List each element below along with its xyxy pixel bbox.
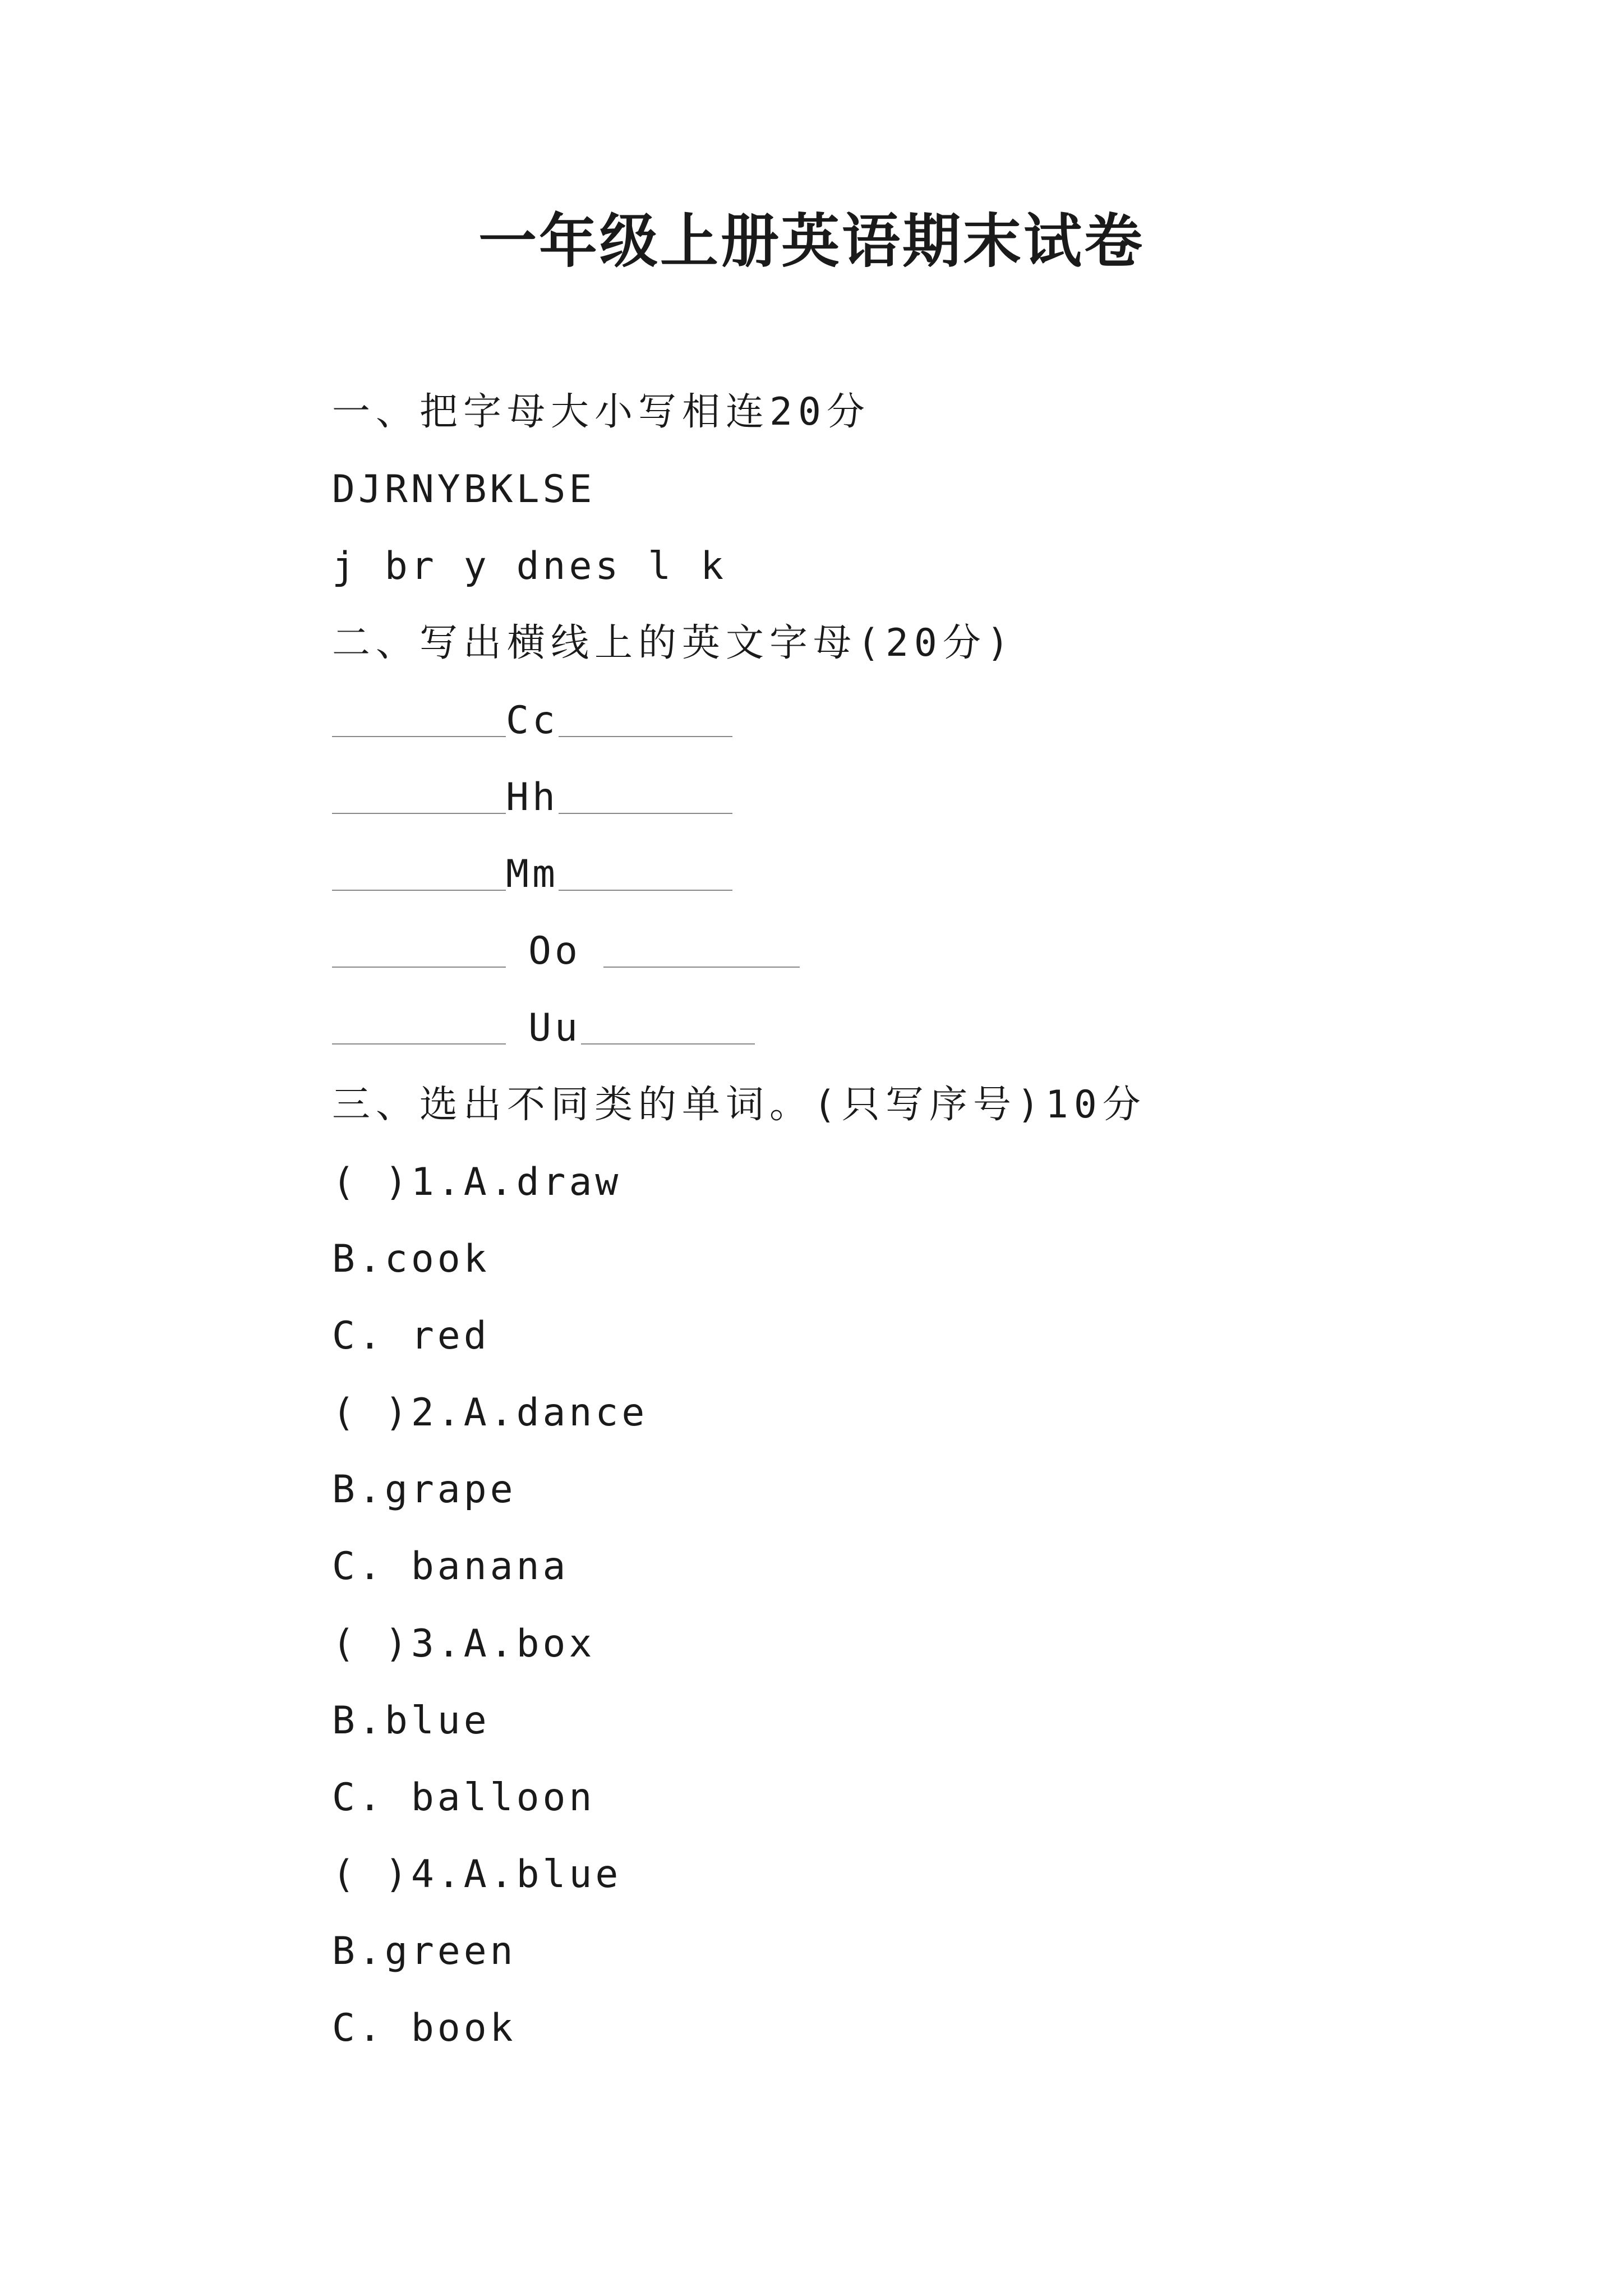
answer-blank-left[interactable] bbox=[332, 844, 506, 891]
option-c: C. book bbox=[332, 2006, 517, 2050]
letter-pair: Oo bbox=[528, 929, 581, 973]
question-3: ( )3.A.box bbox=[332, 1622, 596, 1666]
letter-row-5 bbox=[332, 997, 755, 1059]
option-c: C. red bbox=[332, 1314, 490, 1358]
letter-pair: Mm bbox=[506, 852, 559, 896]
section2-heading: 二、写出横线上的英文字母(20分) bbox=[332, 621, 1015, 665]
letter-pair: Hh bbox=[506, 775, 559, 820]
answer-blank-left[interactable] bbox=[332, 690, 506, 737]
answer-blank-right[interactable] bbox=[559, 844, 732, 891]
option-b: B.cook bbox=[332, 1237, 490, 1281]
lowercase-letters: j br y dnes l k bbox=[332, 544, 727, 588]
letter-pair: Cc bbox=[506, 698, 559, 743]
option-c: C. banana bbox=[332, 1544, 569, 1589]
letter-row-1 bbox=[332, 690, 732, 752]
letter-row-4 bbox=[332, 921, 800, 982]
page-title: 一年级上册英语期末试卷 bbox=[478, 206, 1145, 275]
answer-blank-right[interactable] bbox=[559, 767, 732, 814]
answer-blank-right[interactable] bbox=[559, 690, 732, 737]
letter-pair: Uu bbox=[528, 1006, 581, 1050]
option-b: B.blue bbox=[332, 1699, 490, 1743]
question-4: ( )4.A.blue bbox=[332, 1852, 622, 1897]
section3-heading: 三、选出不同类的单词。(只写序号)10分 bbox=[332, 1083, 1146, 1127]
answer-blank-left[interactable] bbox=[332, 997, 506, 1045]
section1-heading: 一、把字母大小写相连20分 bbox=[332, 390, 870, 434]
uppercase-letters: DJRNYBKLSE bbox=[332, 467, 596, 512]
answer-blank-right[interactable] bbox=[603, 921, 800, 968]
answer-blank-left[interactable] bbox=[332, 921, 506, 968]
letter-row-3 bbox=[332, 844, 732, 905]
letter-row-2 bbox=[332, 767, 732, 829]
option-b: B.grape bbox=[332, 1467, 517, 1512]
option-b: B.green bbox=[332, 1929, 517, 1973]
question-1: ( )1.A.draw bbox=[332, 1160, 622, 1204]
option-c: C. balloon bbox=[332, 1775, 596, 1820]
answer-blank-left[interactable] bbox=[332, 767, 506, 814]
question-2: ( )2.A.dance bbox=[332, 1391, 648, 1435]
answer-blank-right[interactable] bbox=[581, 997, 755, 1045]
